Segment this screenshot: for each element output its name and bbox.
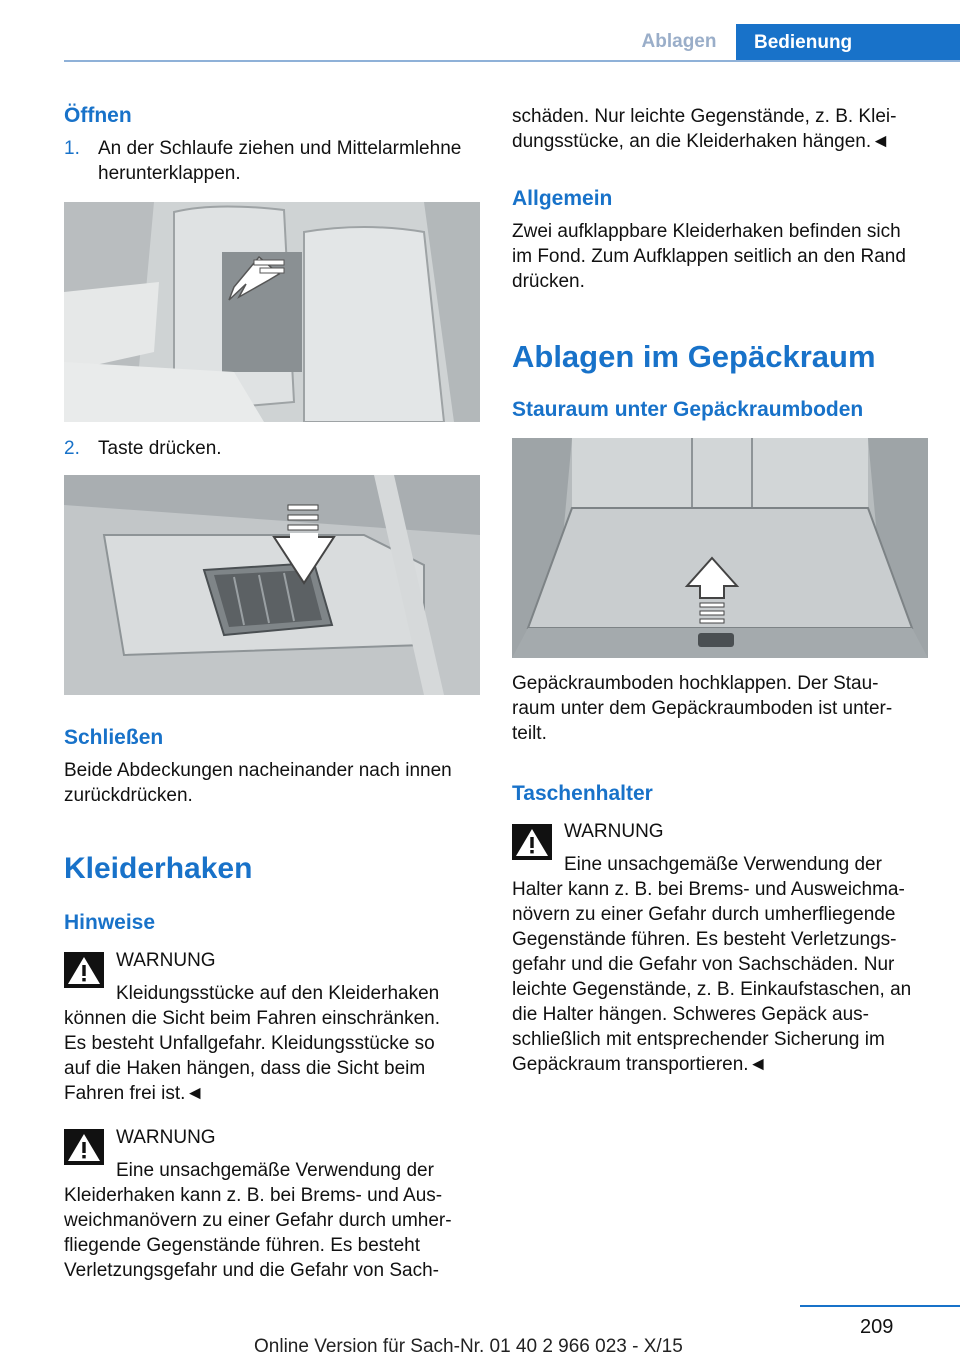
- warning-3-body: [512, 877, 932, 1077]
- warning-2-line-2: Kleiderhaken kann z. B. bei Brems- und Aus‐: [64, 1185, 443, 1206]
- warning-1-body: [64, 1006, 480, 1106]
- schliessen-line-2: zurückdrücken.: [64, 785, 193, 806]
- paragraph-schliessen: [64, 758, 480, 808]
- rear-seat-armrest-image: [64, 202, 480, 422]
- warning-1-line-2: können die Sicht beim Fahren einschränken.: [64, 1008, 441, 1029]
- footer-rule: [800, 1305, 960, 1307]
- warning-icon: [64, 952, 104, 988]
- warning-1-line-3: Es besteht Unfallgefahr. Kleidungsstücke so: [64, 1033, 435, 1054]
- warning-3-line-1: Eine unsachgemäße Verwendung der: [564, 854, 882, 875]
- heading-schliessen: Schließen: [64, 726, 164, 749]
- warning-2-body: [64, 1183, 480, 1283]
- header-rule: [64, 60, 960, 62]
- warning-1-line-1: Kleidungsstücke auf den Kleiderhaken: [116, 983, 440, 1004]
- heading-ablagen-im-gepaeckraum: Ablagen im Gepäckraum: [512, 339, 876, 374]
- allgemein-line-1: Zwei aufklappbare Kleiderhaken befinden sich: [512, 221, 901, 242]
- warning-2-title: WARNUNG: [116, 1127, 216, 1148]
- armrest-button-image: [64, 475, 480, 695]
- page-number: 209: [860, 1316, 894, 1338]
- header-tab-bedienung[interactable]: Bedienung: [736, 24, 960, 61]
- step-1-text: [98, 136, 461, 186]
- warning-2-line-3: weichmanövern zu einer Gefahr durch umher‐: [64, 1210, 452, 1231]
- warning-3-line-8: schließlich mit entsprechender Sicherung im: [512, 1029, 885, 1050]
- step-2-number: 2.: [64, 438, 80, 459]
- paragraph-continuation: [512, 104, 932, 154]
- luggage-compartment-image: [512, 438, 928, 658]
- schliessen-line-1: Beide Abdeckungen nacheinander nach innen: [64, 760, 452, 781]
- heading-hinweise: Hinweise: [64, 911, 156, 934]
- warning-3-title: WARNUNG: [564, 821, 664, 842]
- warning-3-line-4: Gegenstände führen. Es besteht Verletzungs‐: [512, 929, 897, 950]
- warning-3-line-3: növern zu einer Gefahr durch umherfliegende: [512, 904, 896, 925]
- warning-2-line-1: Eine unsachgemäße Verwendung der: [116, 1160, 434, 1181]
- heading-kleiderhaken: Kleiderhaken: [64, 852, 253, 885]
- warning-3-line-2: Halter kann z. B. bei Brems- und Ausweichma‐: [512, 879, 905, 900]
- step-1-number: 1.: [64, 138, 80, 159]
- step-1: [64, 136, 480, 186]
- warning-icon: [512, 824, 552, 860]
- warning-3-line-5: gefahr und die Gefahr von Sachschäden. Nur: [512, 954, 895, 975]
- heading-oeffnen: Öffnen: [64, 104, 132, 127]
- step-2-text: Taste drücken.: [98, 438, 222, 459]
- step-2: [64, 436, 480, 461]
- footer-online-version: Online Version für Sach-Nr. 01 40 2 966 023 - X/15: [254, 1336, 683, 1357]
- step-1-line-2: herunterklappen.: [98, 163, 241, 184]
- continuation-line-1: schäden. Nur leichte Gegenstände, z. B. Klei‐: [512, 106, 897, 127]
- header-tab-ablagen[interactable]: Ablagen: [641, 31, 717, 52]
- gepaeck-line-2: raum unter dem Gepäckraumboden ist unter‐: [512, 698, 893, 719]
- warning-1-line-4: auf die Haken hängen, dass die Sicht beim: [64, 1058, 426, 1079]
- continuation-line-2: dungsstücke, an die Kleiderhaken hängen.◄: [512, 131, 890, 152]
- step-1-line-1: An der Schlaufe ziehen und Mittelarmlehne: [98, 138, 462, 159]
- warning-icon: [64, 1129, 104, 1165]
- allgemein-line-3: drücken.: [512, 271, 585, 292]
- warning-1-title: WARNUNG: [116, 950, 216, 971]
- paragraph-gepaeckraumboden: [512, 671, 932, 746]
- gepaeck-line-3: teilt.: [512, 723, 547, 744]
- heading-taschenhalter: Taschenhalter: [512, 782, 653, 805]
- warning-3-line-9: Gepäckraum transportieren.◄: [512, 1054, 768, 1075]
- warning-1-line-5: Fahren frei ist.◄: [64, 1083, 205, 1104]
- heading-stauraum: Stauraum unter Gepäckraumboden: [512, 398, 864, 421]
- heading-allgemein: Allgemein: [512, 187, 613, 210]
- paragraph-allgemein: [512, 219, 932, 294]
- warning-3-line-6: leichte Gegenstände, z. B. Einkaufstaschen, an: [512, 979, 912, 1000]
- allgemein-line-2: im Fond. Zum Aufklappen seitlich an den Rand: [512, 246, 906, 267]
- warning-2-line-4: fliegende Gegenstände führen. Es besteht: [64, 1235, 420, 1256]
- warning-3-line-7: die Halter hängen. Schweres Gepäck aus‐: [512, 1004, 869, 1025]
- gepaeck-line-1: Gepäckraumboden hochklappen. Der Stau‐: [512, 673, 879, 694]
- warning-2-line-5: Verletzungsgefahr und die Gefahr von Sach‐: [64, 1260, 439, 1281]
